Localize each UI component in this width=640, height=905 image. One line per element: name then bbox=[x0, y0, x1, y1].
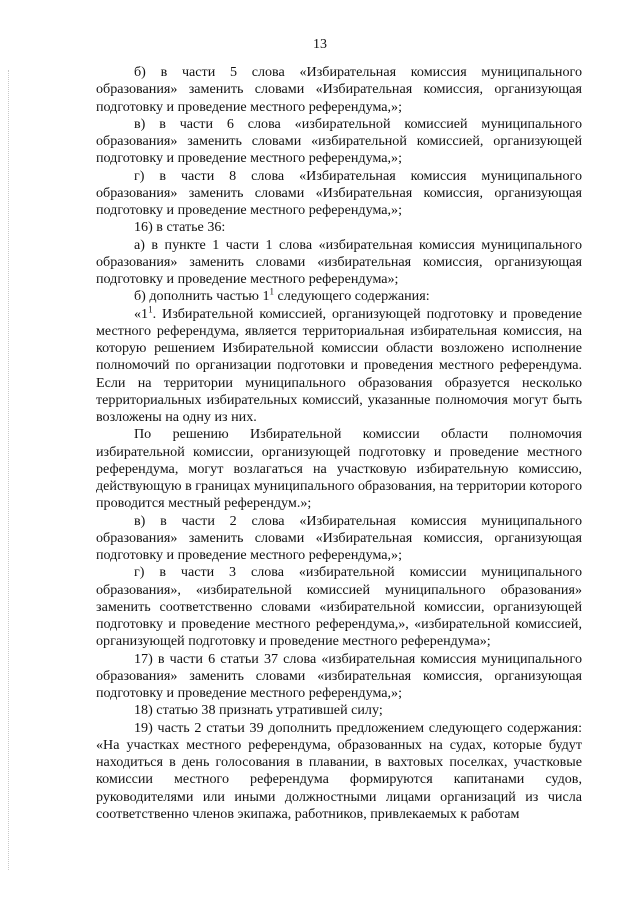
paragraph-18: 18) статью 38 признать утратившей силу; bbox=[134, 702, 383, 719]
paragraph-16: 16) в статье 36: bbox=[134, 219, 226, 236]
paragraph-part-1-1-after: . Избирательной комиссией, организующей подготовку и проведение местного референдума, является территориальная избирательная комиссия, на которую решением Избирательной комиссии области возложено исполнение полномочий по организации подготовки и проведения местного референдума. Если на территории муниципального образования образуется несколько территориальных избирательных комиссий, указанные полномочия могут быть возложены на одну из них. bbox=[96, 305, 582, 425]
paragraph-8g: г) в части 8 слова «Избирательная комиссия муниципального образования» заменить словами «Избирательная комиссия, организующая подготовку и проведение местного референдума,»; bbox=[96, 167, 582, 218]
paragraph-commission-decision: По решению Избирательной комиссии области полномочия избирательной комиссии, организующей подготовку и проведение местного референдума, могут возлагаться на участковую избирательную комиссию, действующую в границах муниципального образования, на территории которого проводится местный референдум.»; bbox=[96, 426, 582, 512]
page-number: 13 bbox=[313, 37, 327, 52]
paragraph-16b-sup: 1 bbox=[269, 286, 275, 297]
document-body bbox=[96, 64, 582, 823]
paragraph-17: 17) в части 6 статьи 37 слова «избирательная комиссия муниципального образования» заменить словами «избирательная комиссия, организующая подготовку и проведение местного референдума,»; bbox=[96, 650, 582, 701]
paragraph-6v: в) в части 6 слова «избирательной комиссией муниципального образования» заменить словами «избирательной комиссией, организующей подготовку и проведение местного референдума,»; bbox=[96, 115, 582, 167]
paragraph-16a: а) в пункте 1 части 1 слова «избирательная комиссия муниципального образования» заменить словами «избирательная комиссия, организующая подготовку и проведение местного референдума»; bbox=[96, 236, 582, 287]
paragraph-16b-before: б) дополнить частью 1 bbox=[134, 288, 270, 305]
paragraph-16g: г) в части 3 слова «избирательной комиссии муниципального образования», «избирательной комиссией муниципального образования» заменить соответственно словами «избирательной комиссии, организующей подготовку и проведение местного референдума,», «избирательной комиссией, организующей подготовку и проведение местного референдума»; bbox=[96, 564, 582, 650]
paragraph-part-1-1-sup: 1 bbox=[148, 303, 153, 314]
paragraph-part-1-1-before: «1 bbox=[134, 305, 149, 322]
paragraph-16v: в) в части 2 слова «Избирательная комиссия муниципального образования» заменить словами «Избирательная комиссия, организующая подготовку и проведение местного референдума,»; bbox=[96, 512, 582, 563]
paragraph-part-1-1 bbox=[96, 303, 582, 427]
scan-edge-marks bbox=[8, 70, 11, 870]
paragraph-16b-after: следующего содержания: bbox=[274, 288, 430, 305]
paragraph-19: 19) часть 2 статьи 39 дополнить предложением следующего содержания: «На участках местного референдума, образованных на судах, которые будут находиться в день голосования в плавании, в вахтовых поселках, участковые комиссии местного референдума формируются капитанами судов, руководителями или иными должностными лицами организаций из числа соответственно членов экипажа, работников, привлекаемых к работам bbox=[96, 719, 582, 822]
paragraph-5b: б) в части 5 слова «Избирательная комиссия муниципального образования» заменить словами «Избирательная комиссия, организующая подготовку и проведение местного референдума,»; bbox=[96, 64, 582, 115]
paragraph-16b bbox=[96, 288, 582, 305]
